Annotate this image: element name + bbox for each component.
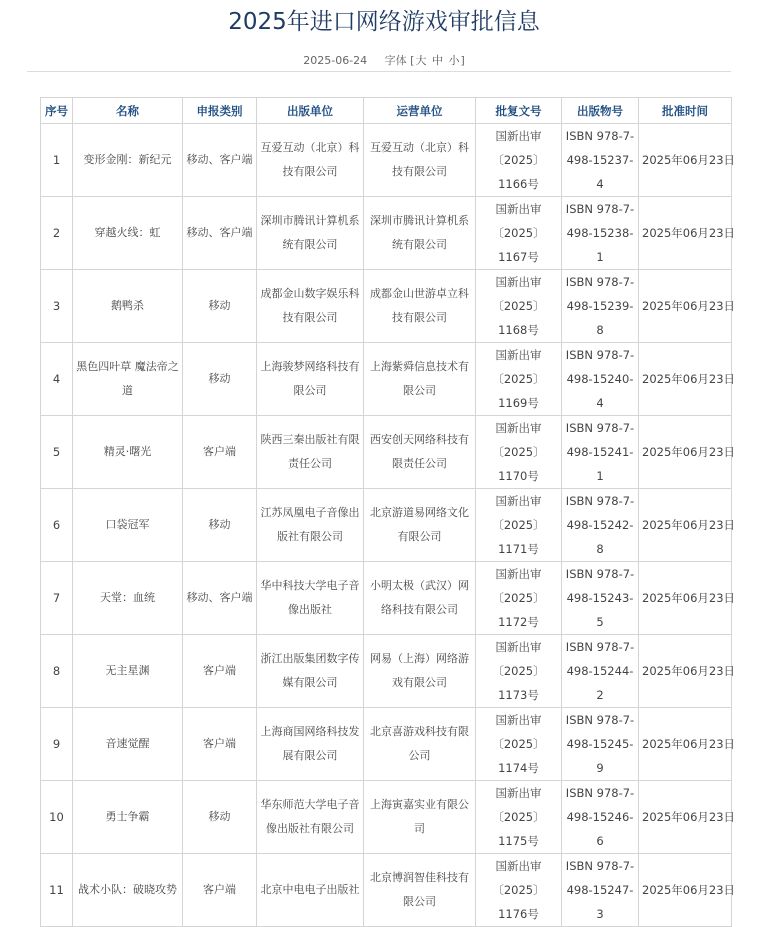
page-title: 2025年进口网络游戏审批信息: [228, 9, 540, 35]
cell-date: 2025年06月23日: [639, 708, 732, 781]
cell-isbn: ISBN 978-7-498-15237-4: [562, 124, 639, 197]
cell-name: 变形金刚：新纪元: [73, 124, 183, 197]
cell-seq: 4: [41, 343, 73, 416]
cell-name: 鹅鸭杀: [73, 270, 183, 343]
cell-isbn: ISBN 978-7-498-15239-8: [562, 270, 639, 343]
cell-isbn: ISBN 978-7-498-15240-4: [562, 343, 639, 416]
table-row: [41, 635, 732, 708]
table-row: [41, 270, 732, 343]
cell-operator: 北京游道易网络文化有限公司: [364, 489, 476, 562]
header-type: 申报类别: [183, 98, 257, 124]
cell-publisher: 上海商国网络科技发展有限公司: [257, 708, 364, 781]
cell-type: 移动: [183, 270, 257, 343]
cell-operator: 上海紫舜信息技术有限公司: [364, 343, 476, 416]
cell-operator: 北京喜游戏科技有限公司: [364, 708, 476, 781]
header-publisher: 出版单位: [257, 98, 364, 124]
cell-operator: 上海寅嘉实业有限公司: [364, 781, 476, 854]
cell-isbn: ISBN 978-7-498-15242-8: [562, 489, 639, 562]
cell-type: 移动、客户端: [183, 562, 257, 635]
font-size-bracket-open: [: [410, 54, 415, 67]
cell-type: 移动: [183, 489, 257, 562]
cell-date: 2025年06月23日: [639, 270, 732, 343]
cell-operator: 成都金山世游卓立科技有限公司: [364, 270, 476, 343]
cell-date: 2025年06月23日: [639, 854, 732, 927]
cell-date: 2025年06月23日: [639, 124, 732, 197]
cell-approval-no: 国新出审〔2025〕1168号: [476, 270, 562, 343]
table-row: [41, 781, 732, 854]
font-size-label: 字体: [384, 54, 407, 67]
header-isbn: 出版物号: [562, 98, 639, 124]
cell-publisher: 华东师范大学电子音像出版社有限公司: [257, 781, 364, 854]
cell-seq: 2: [41, 197, 73, 270]
cell-name: 口袋冠军: [73, 489, 183, 562]
cell-isbn: ISBN 978-7-498-15245-9: [562, 708, 639, 781]
cell-publisher: 江苏凤凰电子音像出版社有限公司: [257, 489, 364, 562]
cell-type: 客户端: [183, 708, 257, 781]
cell-date: 2025年06月23日: [639, 416, 732, 489]
approval-table: [40, 97, 736, 927]
cell-date: 2025年06月23日: [639, 489, 732, 562]
cell-operator: 网易（上海）网络游戏有限公司: [364, 635, 476, 708]
font-size-medium-link[interactable]: 中: [431, 54, 443, 67]
cell-date: 2025年06月23日: [639, 635, 732, 708]
cell-publisher: 华中科技大学电子音像出版社: [257, 562, 364, 635]
table-row: [41, 343, 732, 416]
font-size-large-link[interactable]: 大: [415, 54, 427, 67]
cell-publisher: 上海骏梦网络科技有限公司: [257, 343, 364, 416]
cell-name: 精灵·曙光: [73, 416, 183, 489]
cell-isbn: ISBN 978-7-498-15241-1: [562, 416, 639, 489]
cell-type: 移动、客户端: [183, 197, 257, 270]
cell-isbn: ISBN 978-7-498-15244-2: [562, 635, 639, 708]
cell-name: 音速觉醒: [73, 708, 183, 781]
cell-seq: 5: [41, 416, 73, 489]
header-operator: 运营单位: [364, 98, 476, 124]
header-name: 名称: [73, 98, 183, 124]
cell-seq: 7: [41, 562, 73, 635]
cell-seq: 1: [41, 124, 73, 197]
header-seq: 序号: [41, 98, 73, 124]
cell-type: 移动: [183, 781, 257, 854]
cell-operator: 互爱互动（北京）科技有限公司: [364, 124, 476, 197]
publish-date: 2025-06-24: [303, 54, 368, 67]
cell-seq: 11: [41, 854, 73, 927]
header-date: 批准时间: [639, 98, 732, 124]
cell-date: 2025年06月23日: [639, 343, 732, 416]
cell-publisher: 互爱互动（北京）科技有限公司: [257, 124, 364, 197]
table-row: [41, 197, 732, 270]
cell-operator: 北京博润智佳科技有限公司: [364, 854, 476, 927]
cell-name: 穿越火线：虹: [73, 197, 183, 270]
cell-approval-no: 国新出审〔2025〕1175号: [476, 781, 562, 854]
cell-operator: 深圳市腾讯计算机系统有限公司: [364, 197, 476, 270]
table-row: [41, 124, 732, 197]
cell-approval-no: 国新出审〔2025〕1176号: [476, 854, 562, 927]
header-approval-no: 批复文号: [476, 98, 562, 124]
table-row: [41, 489, 732, 562]
cell-type: 移动: [183, 343, 257, 416]
cell-isbn: ISBN 978-7-498-15238-1: [562, 197, 639, 270]
table-header-row: [41, 98, 732, 124]
cell-type: 客户端: [183, 416, 257, 489]
table-row: [41, 708, 732, 781]
cell-approval-no: 国新出审〔2025〕1169号: [476, 343, 562, 416]
cell-seq: 3: [41, 270, 73, 343]
cell-publisher: 陕西三秦出版社有限责任公司: [257, 416, 364, 489]
cell-seq: 9: [41, 708, 73, 781]
cell-publisher: 成都金山数字娱乐科技有限公司: [257, 270, 364, 343]
cell-approval-no: 国新出审〔2025〕1174号: [476, 708, 562, 781]
cell-type: 客户端: [183, 635, 257, 708]
cell-seq: 8: [41, 635, 73, 708]
cell-seq: 6: [41, 489, 73, 562]
cell-seq: 10: [41, 781, 73, 854]
cell-type: 客户端: [183, 854, 257, 927]
cell-publisher: 北京中电电子出版社: [257, 854, 364, 927]
cell-approval-no: 国新出审〔2025〕1172号: [476, 562, 562, 635]
font-size-small-link[interactable]: 小: [448, 54, 460, 67]
cell-name: 无主星渊: [73, 635, 183, 708]
cell-approval-no: 国新出审〔2025〕1167号: [476, 197, 562, 270]
cell-date: 2025年06月23日: [639, 781, 732, 854]
cell-name: 战术小队：破晓攻势: [73, 854, 183, 927]
cell-approval-no: 国新出审〔2025〕1173号: [476, 635, 562, 708]
table-row: [41, 562, 732, 635]
cell-isbn: ISBN 978-7-498-15247-3: [562, 854, 639, 927]
cell-isbn: ISBN 978-7-498-15246-6: [562, 781, 639, 854]
cell-operator: 西安创天网络科技有限责任公司: [364, 416, 476, 489]
table-row: [41, 416, 732, 489]
cell-name: 勇士争霸: [73, 781, 183, 854]
cell-approval-no: 国新出审〔2025〕1166号: [476, 124, 562, 197]
cell-operator: 小明太极（武汉）网络科技有限公司: [364, 562, 476, 635]
cell-date: 2025年06月23日: [639, 562, 732, 635]
table-row: [41, 854, 732, 927]
cell-name: 黑色四叶草 魔法帝之道: [73, 343, 183, 416]
cell-publisher: 浙江出版集团数字传媒有限公司: [257, 635, 364, 708]
cell-type: 移动、客户端: [183, 124, 257, 197]
cell-name: 天堂：血统: [73, 562, 183, 635]
cell-approval-no: 国新出审〔2025〕1171号: [476, 489, 562, 562]
header-divider: [27, 71, 731, 72]
cell-publisher: 深圳市腾讯计算机系统有限公司: [257, 197, 364, 270]
cell-approval-no: 国新出审〔2025〕1170号: [476, 416, 562, 489]
cell-isbn: ISBN 978-7-498-15243-5: [562, 562, 639, 635]
cell-date: 2025年06月23日: [639, 197, 732, 270]
font-size-bracket-close: ]: [460, 54, 465, 67]
article-meta: [0, 52, 768, 68]
